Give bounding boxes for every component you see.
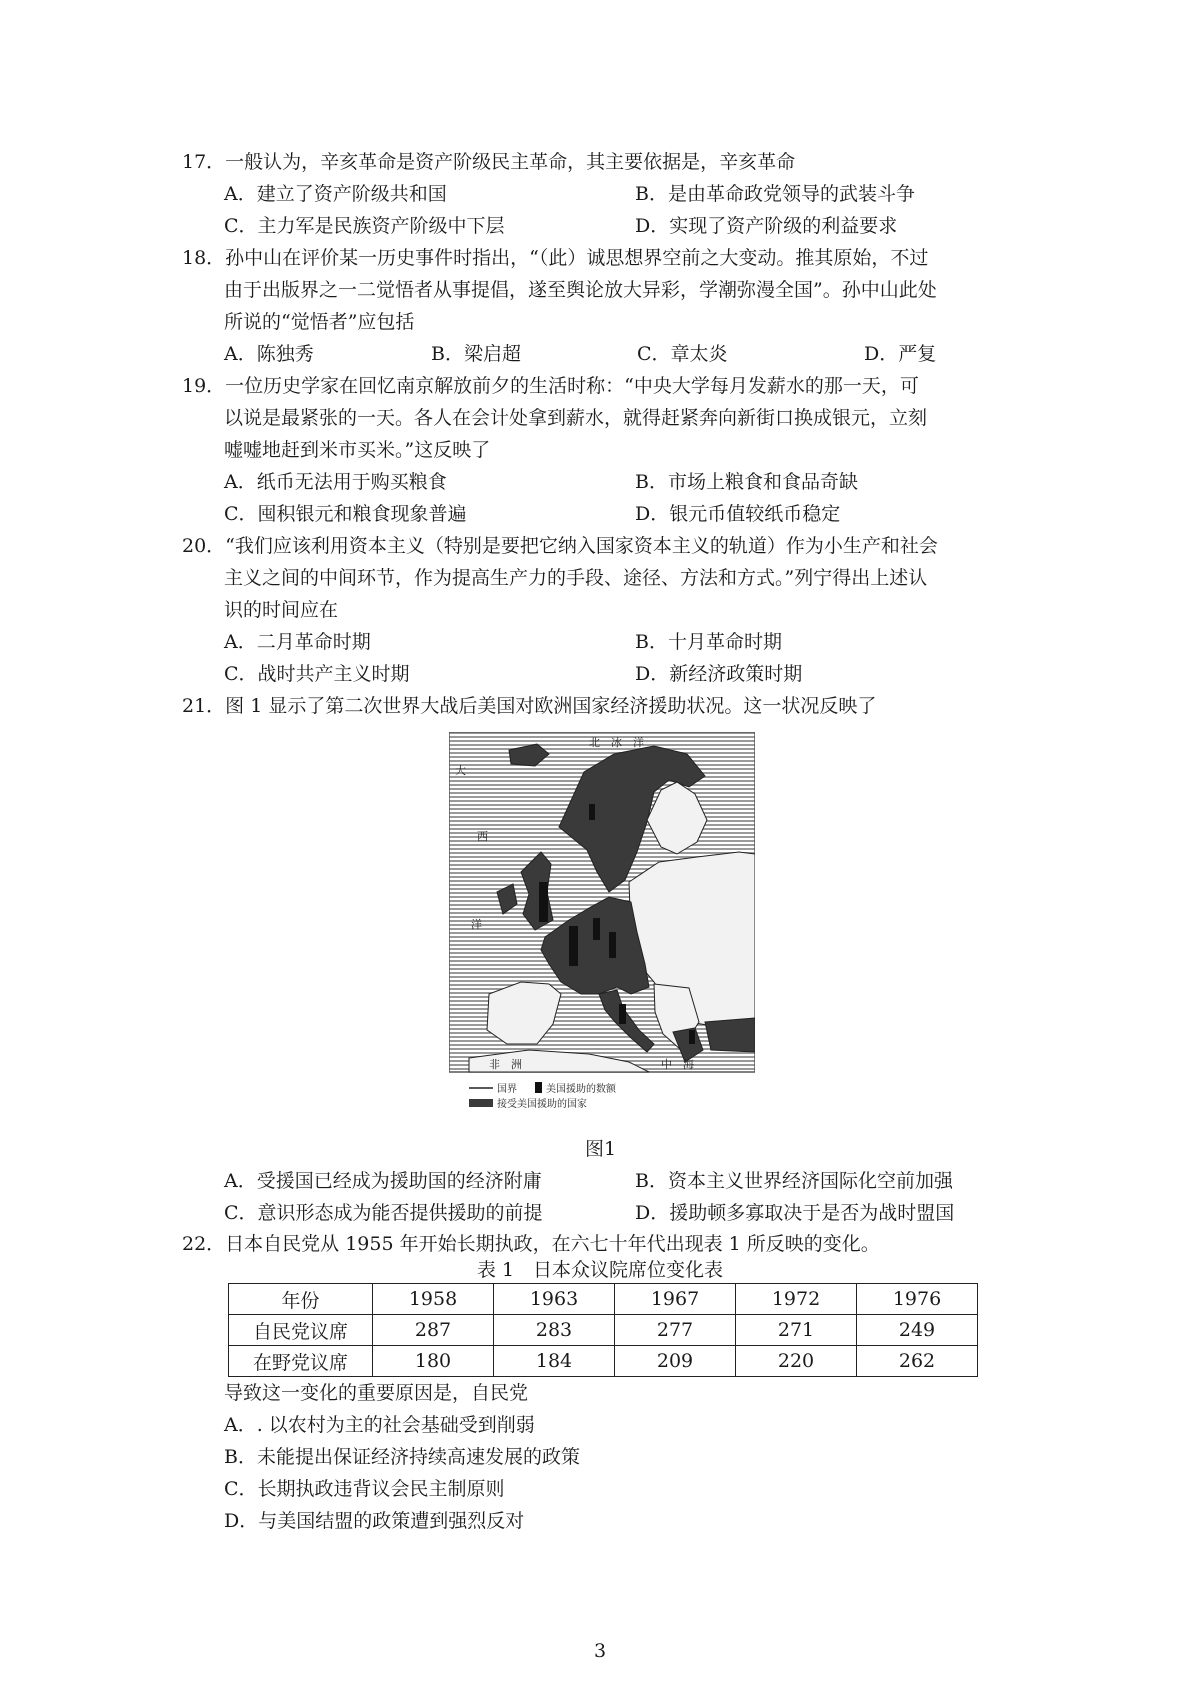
q20-option-d: D．新经济政策时期 — [635, 663, 803, 685]
table-cell: 180 — [373, 1346, 494, 1377]
table-cell: 271 — [736, 1315, 857, 1346]
table-cell: 287 — [373, 1315, 494, 1346]
q21-option-b: B．资本主义世界经济国际化空前加强 — [635, 1170, 953, 1192]
table-cell: 1958 — [373, 1284, 494, 1315]
q17-option-b: B．是由革命政党领导的武装斗争 — [635, 183, 915, 205]
map-label-atlantic-3: 洋 — [471, 918, 482, 931]
q17-option-c: C．主力军是民族资产阶级中下层 — [224, 215, 505, 237]
seats-table — [228, 1283, 978, 1377]
q21-stem: 21．图 1 显示了第二次世界大战后美国对欧洲国家经济援助状况。这一状况反映了 — [182, 695, 877, 717]
q20-option-b: B．十月革命时期 — [635, 631, 782, 653]
table-row — [229, 1346, 978, 1377]
legend-border-label: 国界 — [497, 1084, 517, 1095]
q22-option-b: B．未能提出保证经济持续高速发展的政策 — [224, 1446, 580, 1468]
table-cell: 在野党议席 — [229, 1346, 373, 1377]
q22-option-d: D．与美国结盟的政策遭到强烈反对 — [224, 1510, 525, 1532]
q18-stem-line-2: 由于出版界之一二觉悟者从事提倡，遂至舆论放大异彩，学潮弥漫全国”。孙中山此处 — [224, 279, 937, 301]
q19-stem-line-3: 嘘嘘地赶到米市买米。”这反映了 — [224, 439, 491, 461]
legend-country-label: 接受美国援助的国家 — [497, 1099, 587, 1110]
table-cell: 184 — [494, 1346, 615, 1377]
q22-stem: 22．日本自民党从 1955 年开始长期执政，在六七十年代出现表 1 所反映的变化。 — [182, 1233, 880, 1255]
aid-bar — [619, 1004, 626, 1024]
q22-option-a: A．. 以农村为主的社会基础受到削弱 — [224, 1414, 535, 1436]
table-cell: 1963 — [494, 1284, 615, 1315]
q19-option-d: D．银元币值较纸币稳定 — [635, 503, 841, 525]
q17-stem: 17．一般认为，辛亥革命是资产阶级民主革命，其主要依据是，辛亥革命 — [182, 151, 796, 173]
map-label-north: 北 冰 洋 — [589, 736, 644, 749]
aid-bar — [589, 804, 595, 820]
q19-option-a: A．纸币无法用于购买粮食 — [224, 471, 447, 493]
q20-stem-line-3: 识的时间应在 — [224, 599, 339, 621]
aid-bar — [609, 932, 616, 958]
aid-bar — [689, 1030, 695, 1044]
q20-stem-line-1: 20．“我们应该利用资本主义（特别是要把它纳入国家资本主义的轨道）作为小生产和社会 — [182, 535, 938, 557]
table-cell: 220 — [736, 1346, 857, 1377]
map-label-med: 中 海 — [661, 1058, 694, 1071]
q18-option-c: C．章太炎 — [637, 343, 728, 365]
q22-follow: 导致这一变化的重要原因是，自民党 — [224, 1382, 529, 1404]
q19-option-c: C．囤积银元和粮食现象普遍 — [224, 503, 467, 525]
legend-country-swatch — [469, 1099, 493, 1107]
legend-bar-label: 美国援助的数额 — [546, 1084, 616, 1095]
q19-stem-line-2: 以说是最紧张的一天。各人在会计处拿到薪水，就得赶紧奔向新街口换成银元，立刻 — [224, 407, 928, 429]
q21-option-a: A．受援国已经成为援助国的经济附庸 — [224, 1170, 542, 1192]
q18-option-a: A．陈独秀 — [224, 343, 314, 365]
map-label-atlantic-2: 西 — [477, 830, 488, 843]
table-cell: 1976 — [857, 1284, 978, 1315]
aid-bar — [539, 882, 548, 922]
map-label-africa: 非 洲 — [489, 1058, 522, 1071]
q20-option-c: C．战时共产主义时期 — [224, 663, 410, 685]
q19-stem-line-1: 19．一位历史学家在回忆南京解放前夕的生活时称：“中央大学每月发薪水的那一天，可 — [182, 375, 919, 397]
aid-bar — [593, 918, 600, 940]
page-number: 3 — [593, 1640, 607, 1662]
q17-option-a: A．建立了资产阶级共和国 — [224, 183, 447, 205]
map-label-atlantic-1: 大 — [455, 764, 466, 777]
q19-option-b: B．市场上粮食和食品奇缺 — [635, 471, 858, 493]
legend-bar-icon — [535, 1082, 542, 1093]
q18-option-b: B．梁启超 — [431, 343, 521, 365]
table-cell: 1967 — [615, 1284, 736, 1315]
q21-option-c: C．意识形态成为能否提供援助的前提 — [224, 1202, 543, 1224]
q20-stem-line-2: 主义之间的中间环节，作为提高生产力的手段、途径、方法和方式。”列宁得出上述认 — [224, 567, 928, 589]
europe-aid-map — [449, 732, 755, 1112]
table-header-row — [229, 1284, 978, 1315]
q18-stem-line-1: 18．孙中山在评价某一历史事件时指出，“（此）诚思想界空前之大变动。推其原始，不过 — [182, 247, 929, 269]
q20-option-a: A．二月革命时期 — [224, 631, 371, 653]
table-cell: 262 — [857, 1346, 978, 1377]
q18-stem-line-3: 所说的“觉悟者”应包括 — [224, 311, 415, 333]
q18-option-d: D．严复 — [864, 343, 937, 365]
figure-caption: 图1 — [585, 1138, 617, 1160]
table-cell: 自民党议席 — [229, 1315, 373, 1346]
europe-aid-map-svg — [449, 732, 755, 1112]
table-cell: 209 — [615, 1346, 736, 1377]
q17-option-d: D．实现了资产阶级的利益要求 — [635, 215, 898, 237]
table-cell: 277 — [615, 1315, 736, 1346]
turkey-shape — [705, 1018, 755, 1052]
table-row — [229, 1315, 978, 1346]
table-cell: 283 — [494, 1315, 615, 1346]
q22-option-c: C．长期执政违背议会民主制原则 — [224, 1478, 505, 1500]
aid-bar — [569, 926, 578, 966]
table-cell: 249 — [857, 1315, 978, 1346]
table-cell: 1972 — [736, 1284, 857, 1315]
table-cell: 年份 — [229, 1284, 373, 1315]
q21-option-d: D．援助顿多寡取决于是否为战时盟国 — [635, 1202, 955, 1224]
table-caption: 表 1 日本众议院席位变化表 — [476, 1259, 724, 1281]
